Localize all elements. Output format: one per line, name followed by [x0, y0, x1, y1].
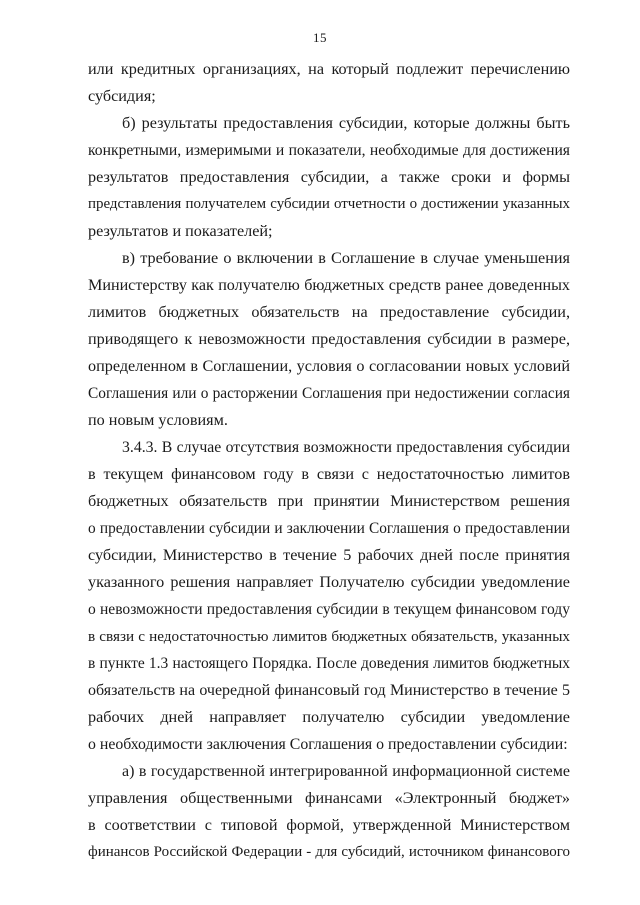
- paragraph: [88, 110, 570, 245]
- text-line: в текущем финансовом году в связи с недостаточностью лимитов: [88, 465, 570, 483]
- text-line: результатов предоставления субсидии, а также сроки и формы: [88, 168, 570, 186]
- text-line: или кредитных организациях, на который подлежит перечислению: [88, 60, 570, 78]
- paragraph: [88, 245, 570, 434]
- page-number: 15: [313, 30, 327, 45]
- text-line: лимитов бюджетных обязательств на предоставление субсидии,: [88, 303, 570, 321]
- text-line: по новым условиям.: [88, 411, 228, 429]
- text-line: результатов и показателей;: [88, 222, 273, 240]
- text-line: б) результаты предоставления субсидии, которые должны быть: [122, 114, 570, 132]
- text-line: субсидии, Министерство в течение 5 рабочих дней после принятия: [88, 546, 570, 564]
- document-body: [88, 56, 570, 866]
- text-line: в связи с недостаточностью лимитов бюджетных обязательств, указанных: [88, 628, 570, 645]
- text-line: указанного решения направляет Получателю субсидии уведомление: [88, 573, 570, 591]
- text-line: финансов Российской Федерации - для субсидий, источником финансового: [88, 844, 570, 860]
- paragraph: [88, 56, 570, 110]
- paragraph: [88, 758, 570, 866]
- text-line: представления получателем субсидии отчетности о достижении указанных: [88, 196, 570, 212]
- text-line: управления общественными финансами «Электронный бюджет»: [88, 789, 570, 807]
- text-line: о невозможности предоставления субсидии в текущем финансовом году: [88, 601, 570, 618]
- text-line: 3.4.3. В случае отсутствия возможности предоставления субсидии: [122, 439, 570, 456]
- text-line: конкретными, измеримыми и показатели, необходимые для достижения: [88, 142, 570, 159]
- text-line: о необходимости заключения Соглашения о предоставлении субсидии:: [88, 736, 568, 753]
- text-line: а) в государственной интегрированной информационной системе: [122, 763, 570, 780]
- text-line: определенном в Соглашении, условия о согласовании новых условий: [88, 357, 570, 375]
- text-line: обязательств на очередной финансовый год Министерство в течение 5: [88, 682, 570, 699]
- text-line: бюджетных обязательств при принятии Министерством решения: [88, 492, 570, 510]
- text-line: рабочих дней направляет получателю субсидии уведомление: [88, 708, 570, 726]
- paragraph: [88, 434, 570, 758]
- text-line: о предоставлении субсидии и заключении Соглашения о предоставлении: [88, 520, 570, 537]
- text-line: приводящего к невозможности предоставления субсидии в размере,: [88, 330, 570, 348]
- text-line: Соглашения или о расторжении Соглашения при недостижении согласия: [88, 385, 570, 402]
- text-line: субсидия;: [88, 87, 156, 105]
- text-line: в пункте 1.3 настоящего Порядка. После доведения лимитов бюджетных: [88, 655, 570, 672]
- text-line: в соответствии с типовой формой, утвержденной Министерством: [88, 816, 570, 834]
- text-line: в) требование о включении в Соглашение в случае уменьшения: [122, 249, 570, 267]
- text-line: Министерству как получателю бюджетных средств ранее доведенных: [88, 277, 570, 294]
